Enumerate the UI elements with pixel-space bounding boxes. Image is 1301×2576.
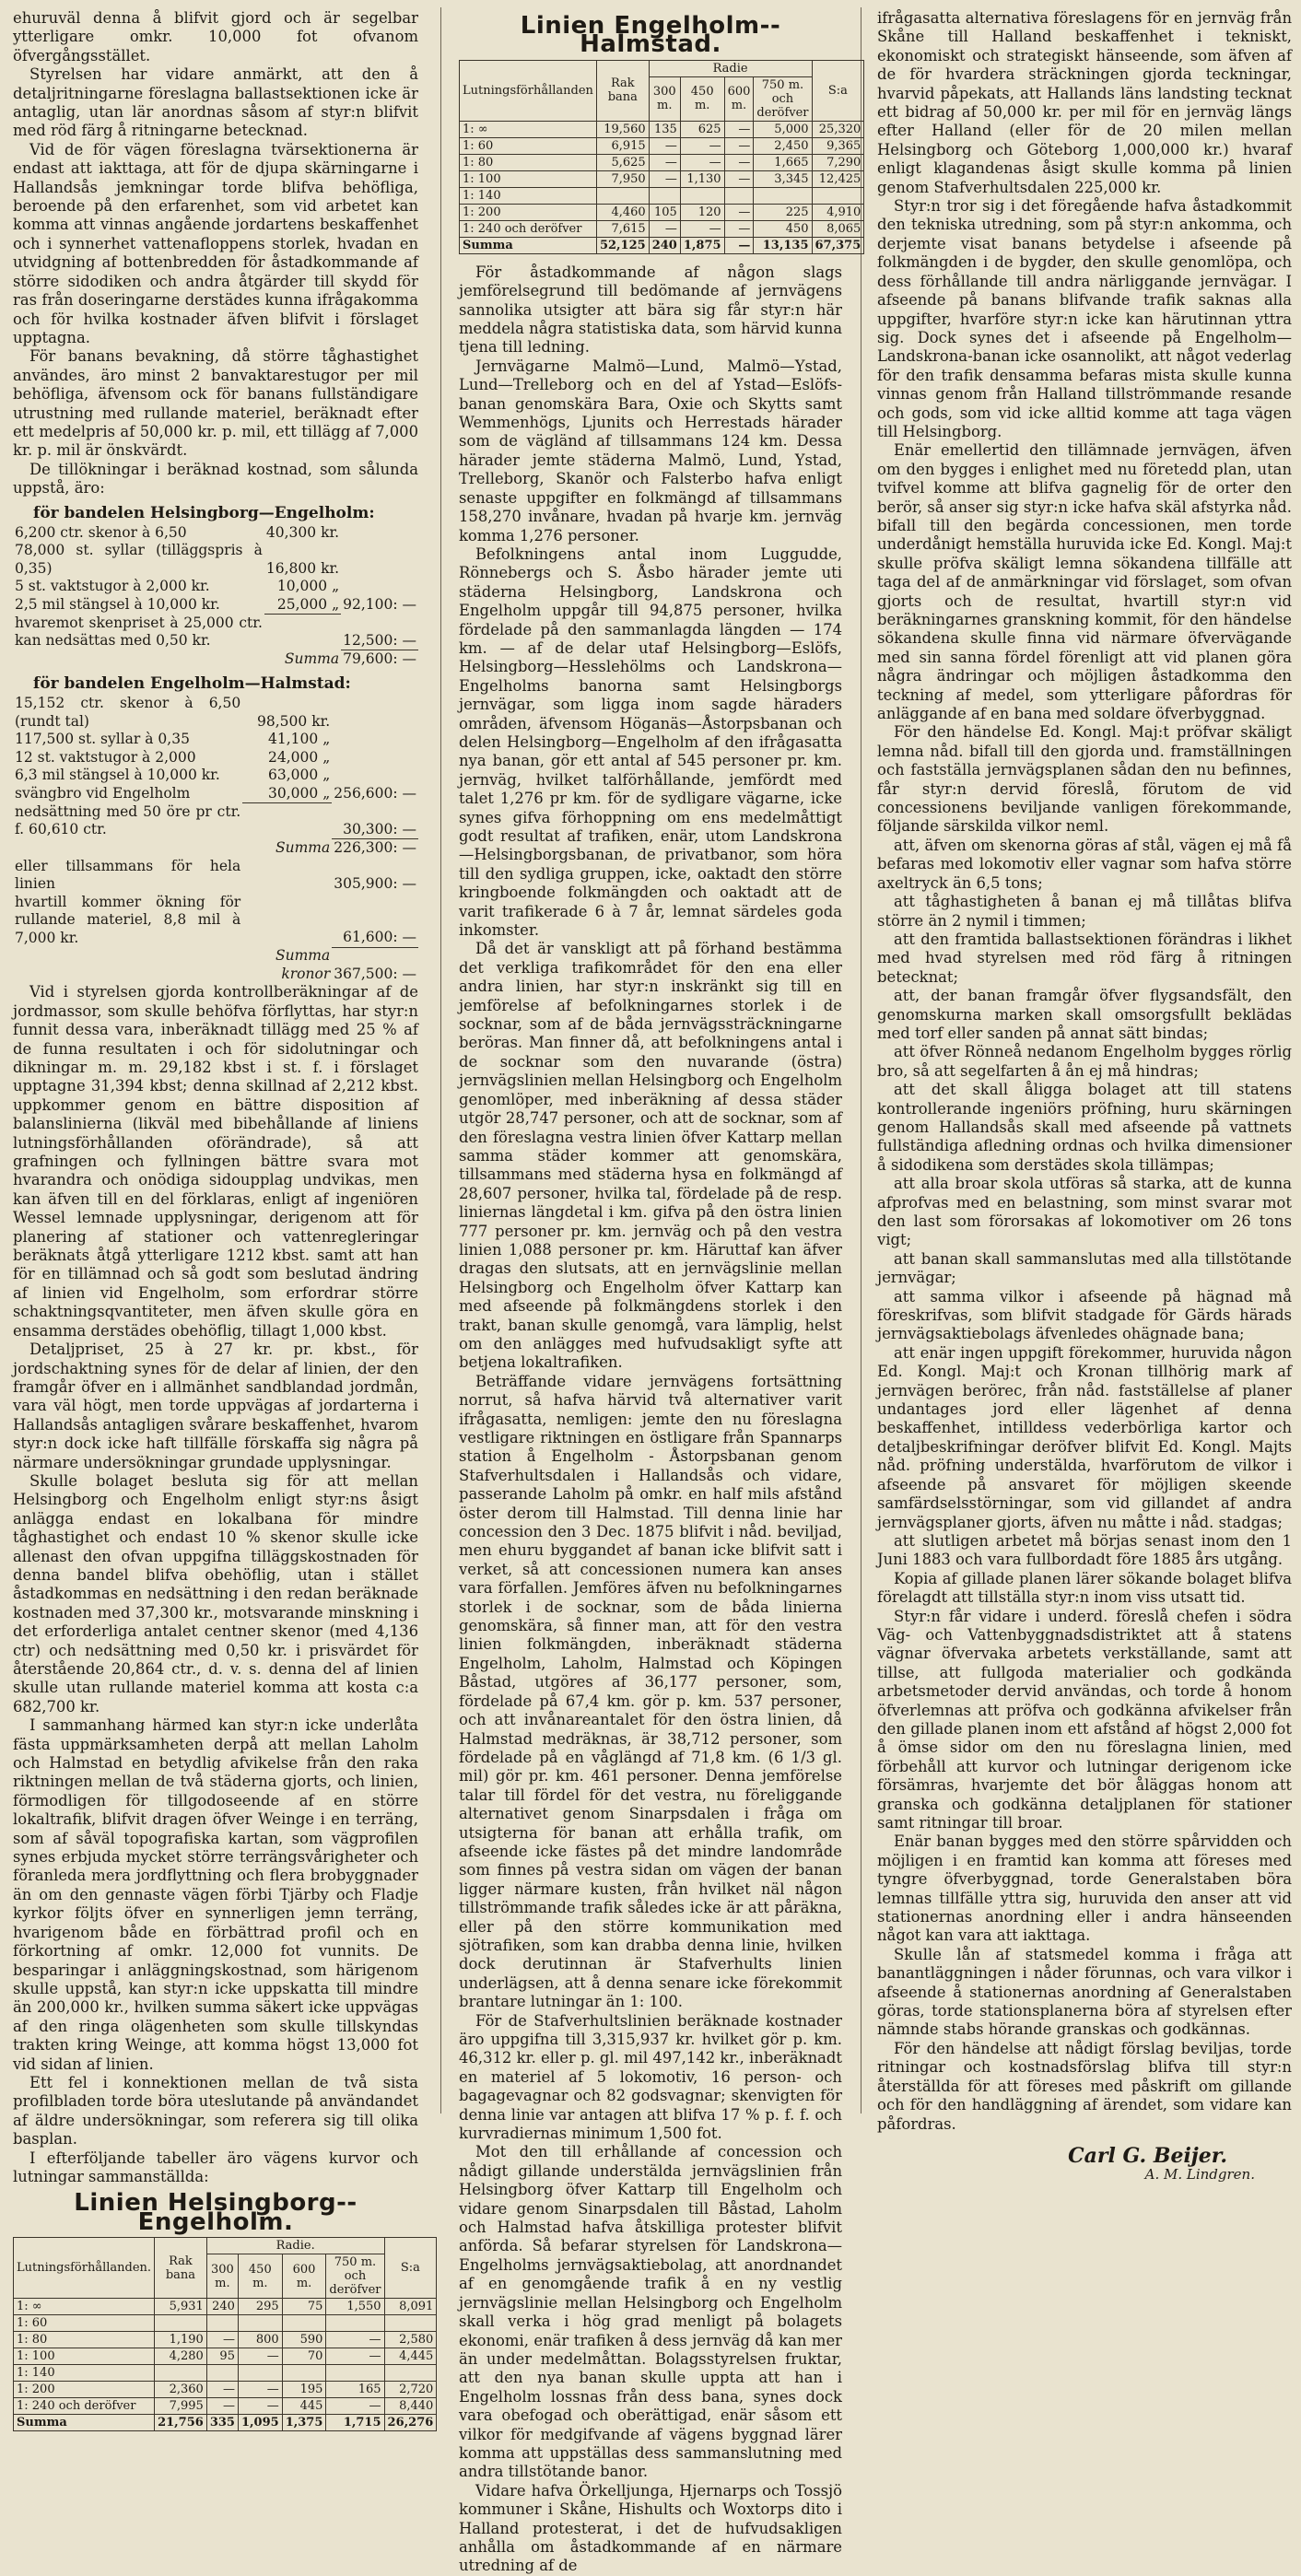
- table-body: [14, 2299, 437, 2431]
- cost-subheading: för bandelen Helsingborg—Engelholm:: [33, 503, 375, 522]
- cost-row: [13, 947, 418, 983]
- gradient-cell: 1: 240 och deröfver: [14, 2398, 155, 2415]
- cost-item: 6,3 mil stängsel à 10,000 kr.: [15, 767, 220, 784]
- value-cell: [384, 2315, 437, 2332]
- col-header: S:a: [812, 60, 864, 121]
- value-cell: 95: [206, 2348, 238, 2365]
- paragraph: Befolkningens antal inom Luggudde, Rönnebergs och S. Åsbo härader jemte uti städerna Helsingborg, Landskrona och Engelholm uppgår till 94,875 personer, hvilka fördelade på den sammanlagda längden — 174 km. — af de delar utaf Helsingborg—Eslöfs, Helsingborg—Hesslehölms och Landskrona—Engelholms banorna samt Helsingborgs jernvägar, som ligga inom sagde häraders områden, äfvensom Höganäs—Åstorpsbanan och delen Helsingborg—Engelholm af den ifrågasatta nya banan, gör ett antal af 545 personer pr. km. jernväg, hvilket talförhållande, jemfördt med talet 1,276 pr km. för de sydligare vägarne, icke synes gifva förhoppning om ens medelmåttigt godt resultat af trafiken, enär, utom Landskrona—Helsingborgsbanan, de privatbanor, som höra till den sydliga gruppen, icke, oaktadt den större kringboende folkmängden och oaktadt att de varit trafikerade 6 à 7 år, lemnat särdeles goda inkomster.: [459, 544, 842, 940]
- value-cell: —: [326, 2398, 384, 2415]
- value-cell: 240: [206, 2299, 238, 2315]
- cost-sum-label: Summa kronor: [275, 947, 331, 982]
- cost-total: [332, 749, 418, 767]
- curve-table-helsingborg-engelholm: [13, 2237, 437, 2431]
- value-cell: [206, 2315, 238, 2332]
- cost-total: 226,300: —: [334, 839, 416, 857]
- cost-item: 6,200 ctr. skenor à 6,50: [15, 523, 187, 541]
- condition-item: att banan skall sammanslutas med alla tillstötande jernvägar;: [877, 1249, 1292, 1287]
- cost-item: 12 st. vaktstugor à 2,000: [15, 748, 196, 766]
- cost-item: hvartill kommer ökning för rullande materiel, 8,8 mil à 7,000 kr.: [15, 893, 241, 946]
- value-cell: [754, 187, 812, 204]
- value-cell: 450: [754, 220, 812, 237]
- cost-sum-label: Summa: [284, 650, 340, 668]
- sum-cell: 13,135: [754, 237, 812, 253]
- value-cell: 590: [282, 2332, 326, 2348]
- condition-item: att det skall åligga bolaget att till statens kontrollerande ingeniörs pröfning, huru skärningen genom Hallandsås skall med afseende på vattnets fullständiga afledning ordnas och hvilka dimensioner å sidodikena som derstädes skola tillämpas;: [877, 1081, 1292, 1174]
- gradient-cell: 1: 140: [14, 2365, 155, 2382]
- value-cell: 12,425: [812, 170, 864, 187]
- paragraph: Styr:n tror sig i det föregående hafva åstadkommit den tekniska utredning, som på styr:n ankomma, och derjemte visat banans betydelse i afseende på folkmängden i de bygder, den skulle genomlöpa, och dess förhållande till andra närliggande jernvägar. I afseende på banans blifvande trafik saknas alla uppgifter, hvarföre styr:n icke kan härutinnan yttra sig. Dock synes det i afseende på Engelholm—Landskrona-banan icke osannolikt, att något vederlag för den trafik densamma befaras mista skulle kunna vinnas genom från Halland tillströmmande resande och gods, som vid icke alltid komme att taga vägen till Helsingborg.: [877, 197, 1292, 440]
- value-cell: [680, 187, 724, 204]
- value-cell: 2,580: [384, 2332, 437, 2348]
- condition-item: att, äfven om skenorna göras af stål, vägen ej må få befaras med lokomotiv eller vagnar som hafva större axeltryck än 6,5 tons;: [877, 836, 1292, 892]
- value-cell: —: [238, 2382, 282, 2398]
- table-row: [14, 2382, 437, 2398]
- value-cell: 135: [649, 121, 680, 137]
- value-cell: 625: [680, 121, 724, 137]
- value-cell: 1,190: [155, 2332, 207, 2348]
- cost-row: [13, 542, 418, 578]
- table-row: [460, 154, 864, 170]
- sum-cell: 67,375: [812, 237, 864, 253]
- cost-total: 79,600: —: [343, 650, 416, 668]
- value-cell: 225: [754, 204, 812, 220]
- cost-sum-label: Summa: [275, 839, 331, 857]
- paragraph: För de Stafverhultslinien beräknade kostnader äro uppgifna till 3,315,937 kr. hvilket gör p. km. 46,312 kr. eller p. gl. mil 497,142 kr., inberäknadt en materiel af 5 lokomotiv, 16 person- och bagagevagnar och 82 godsvagnar; skenvigten för denna linie var antagen att blifva 17 % p. f. f. och kurvradiernas minimum 1,500 fot.: [459, 2011, 842, 2143]
- gradient-cell: 1: 200: [460, 204, 597, 220]
- cost-amount: 98,500 kr.: [257, 712, 331, 730]
- value-cell: 25,320: [812, 121, 864, 137]
- paragraph: Skulle lån af statsmedel komma i fråga att banantläggningen i nåder förunnas, och vara vilkor i afseende å stationernas anordning af Generalstaben göras, torde stationsplanerna böra af styrelsen efter nämnde stabs hörande granskas och godkännas.: [877, 1945, 1292, 2039]
- col-header: Lutningsförhållanden: [460, 60, 597, 121]
- value-cell: 5,000: [754, 121, 812, 137]
- col-header: Rak bana: [155, 2238, 207, 2299]
- sum-label: Summa: [460, 237, 597, 253]
- value-cell: —: [724, 220, 754, 237]
- cost-row: [13, 767, 418, 785]
- cost-row: [13, 578, 418, 596]
- cost-amount: [242, 803, 332, 839]
- cost-item: svängbro vid Engelholm: [15, 785, 191, 802]
- value-cell: [384, 2365, 437, 2382]
- value-cell: 9,365: [812, 137, 864, 154]
- cost-amount: [242, 894, 332, 948]
- cost-total: 256,600: —: [334, 785, 416, 802]
- cost-item: hvaremot skenpriset à 25,000 ctr. kan nedsättas med 0,50 kr.: [15, 614, 263, 650]
- cost-amount: 24,000 „: [268, 748, 331, 766]
- value-cell: 8,440: [384, 2398, 437, 2415]
- sum-cell: 21,756: [155, 2415, 207, 2431]
- value-cell: [238, 2365, 282, 2382]
- paragraph: Ett fel i konnektionen mellan de två sista profilbladen torde böra uteslutande på användandet af äldre undersökningar, som refererа sig till olika basplan.: [13, 2073, 418, 2149]
- value-cell: —: [206, 2382, 238, 2398]
- table-row: [14, 2348, 437, 2365]
- cost-total: 30,300: —: [332, 803, 418, 839]
- cost-amount: 40,300 kr.: [265, 523, 340, 541]
- value-cell: 7,290: [812, 154, 864, 170]
- value-cell: 3,345: [754, 170, 812, 187]
- curve-table-engelholm-halmstad: [459, 60, 864, 254]
- table-row: [14, 2365, 437, 2382]
- cost-amount: 10,000 „: [276, 578, 340, 595]
- paragraph: Vidare hafva Örkelljunga, Hjernarps och Tossjö kommuner i Skåne, Hishults och Woxtorps dito i Halland protesterat, i det de hufvudsakligen anhålla om åstadkommande af en närmare utredning af de: [459, 2481, 842, 2575]
- condition-item: att öfver Rönneå nedanom Engelholm bygges rörlig bro, så att segelfarten å ån ej må hindras;: [877, 1043, 1292, 1080]
- cost-row: [13, 894, 418, 948]
- col-header: 450 m.: [238, 2254, 282, 2299]
- paragraph: Då det är vanskligt att på förhand bestämma det verkliga trafikområdet för den ena eller andra linien, har styr:n inskränkt sig till en jemförelse af befolkningarnes storlek i de socknar, som af de båda jernvägssträckningarne beröras. Man finner då, att befolkningens antal i de socknar som den nuvarande (östra) jernvägslinien mellan Helsingborg och Engelholm genomlöper, med inberäkning af dessa städer utgör 28,747 personer, och att de socknar, som af den föreslagna vestra linien öfver Kattarp mellan samma städer kommer att genomskära, tillsammans med städerna hysa en folkmängd af 28,607 personer, hvilka tal, fördelade på de resp. liniernas längdetal i km. gifva på den östra linien 777 personer pr. km. jernväg och på den vestra linien 1,088 personer pr. km. Häruttaf kan äfver dragas den slutsats, att en jernvägslinie mellan Helsingborg och Engelholm öfver Kattarp kan med afseende på folkmängdens storlek i den trakt, banan skulle genomgå, vara lämplig, helst om den anlägges med hufvudsakligt syfte att betjena lokaltrafiken.: [459, 940, 842, 1372]
- value-cell: [326, 2315, 384, 2332]
- value-cell: [155, 2315, 207, 2332]
- value-cell: 19,560: [596, 121, 649, 137]
- signature-lindgren: A. M. Lindgren.: [1144, 2166, 1255, 2184]
- column-rule: [440, 7, 441, 2113]
- value-cell: —: [326, 2348, 384, 2365]
- paragraph: I efterföljande tabeller äro vägens kurvor och lutningar sammanställda:: [13, 2149, 418, 2185]
- condition-item: att enär ingen uppgift förekommer, huruvida någon Ed. Kongl. Maj:t och Kronan tillhörig mark af jernvägen berörес, från nåd. fastställelse af planer undantages jord eller lägenhet af denna beskaffenhet, intilldess vederbörliga kartor och detaljbeskrifningar deröfver blifvit Ed. Kongl. Majts nåd. pröfning understälda, hvarförutom de vilkor i afseende på ansvaret för möjligen skeende samfärdselsstörningar, som vid gillandet af andra jernvägsplaner gjorts, äfven nu måtte i nåd. stadgas;: [877, 1343, 1292, 1531]
- col-header: 750 m. och deröfver: [754, 76, 812, 121]
- cost-total: [332, 731, 418, 749]
- col-header: S:a: [384, 2238, 437, 2299]
- condition-item: att tåghastigheten å banan ej må tillåtas blifva större än 2 nymil i timmen;: [877, 893, 1292, 930]
- gradient-cell: 1: 240 och deröfver: [460, 220, 597, 237]
- cost-item: 2,5 mil stängsel à 10,000 kr.: [15, 596, 220, 614]
- cost-total: 92,100: —: [343, 596, 416, 614]
- value-cell: —: [724, 121, 754, 137]
- table-row: [14, 2332, 437, 2348]
- value-cell: 70: [282, 2348, 326, 2365]
- paragraph: Detaljpriset, 25 à 27 kr. pr. kbst., för jordschaktning synes för de delar af linien, der den framgår öfver en i allmänhet sandblandad jordmån, vara väl högt, men torde uppvägas af jordarterna i Hallandsås antagligen svårare beskaffenhet, hvarom styr:n dock icke haft tillfälle förskaffa sig några på närmare undersökningar grundade upplysningar.: [13, 1341, 418, 1471]
- gradient-cell: 1: 80: [14, 2332, 155, 2348]
- value-cell: 8,065: [812, 220, 864, 237]
- value-cell: 6,915: [596, 137, 649, 154]
- cost-item: [13, 650, 264, 669]
- value-cell: —: [724, 137, 754, 154]
- conditions-list: [877, 837, 1292, 1570]
- paragraph: Vid de för vägen föreslagna tvärsektionerna är endast att iakttaga, att för de djupa skärningarne i Hallandsås jemkningar torde blifva behöfliga, beroende på den erfarenhet, som vid arbetet kan komma att vinnas angående jordartens beskaffenhet och i synnerhet vattenafloppens storlek, hvadan en utvidgning af bottenbredden för åstadkommande af större sidodiken och andra åtgärder till skydd för ras från doseringarne derstädes kunna ifrågakomma och för hvilka kostnader äfven blifvit i förslaget upptagna.: [13, 140, 418, 346]
- value-cell: —: [649, 137, 680, 154]
- col-header: 600 m.: [724, 76, 754, 121]
- cost-amount: [242, 858, 332, 894]
- sum-cell: 1,095: [238, 2415, 282, 2431]
- col-header: 750 m. och deröfver: [326, 2254, 384, 2299]
- value-cell: —: [724, 204, 754, 220]
- value-cell: 75: [282, 2299, 326, 2315]
- cost-row: [13, 650, 418, 669]
- table-row: [460, 170, 864, 187]
- gradient-cell: 1: 200: [14, 2382, 155, 2398]
- cost-row: [13, 749, 418, 767]
- col-header: Radie.: [206, 2238, 384, 2254]
- paragraph: I sammanhang härmed kan styr:n icke underlåta fästa uppmärksamheten derpå att mellan Laholm och Halmstad en betydlig afvikelse från den raka riktningen mellan de två städerna gjorts, och linien, förmodligen för tillgodoseende af en större lokaltrafik, blifvit dragen öfver Weinge i en terräng, som af såväl topografiska kartan, som vägprofilen synes erbjuda mycket större terrängsvårigheter och föranleda mera jordflyttning och flera brobyggnader än om den gennaste vägen förbi Tjärby och Fladje kyrkor följts öfver en synnerligen jemn terräng, hvarigenom både en förbättrad profil och en förkortning af omkr. 12,000 fot vunnits. De besparingar i anläggningskostnad, som härigenom skulle uppstå, kan styr:n icke uppskatta till mindre än 200,000 kr., hvilken summa säkert icke uppvägas af den ringa olägenheten som skulle tillskyndas trakten kring Weinge, att komma högst 13,000 fot vid sidan af linien.: [13, 1716, 418, 2073]
- value-cell: [596, 187, 649, 204]
- paragraph: De tillökningar i beräknad kostnad, som sålunda uppstå, äro:: [13, 460, 418, 498]
- sum-cell: 1,875: [680, 237, 724, 253]
- cost-total: [332, 767, 418, 785]
- paragraph: Styr:n får vidare i underd. föreslå chefen i södra Väg- och Vattenbyggnadsdistriktet att å statens vägnar öfvervaka arbetets verkställande, samt att tillse, att fullgoda materialier och godkända arbetsmetoder dervid användas, och torde å honom öfverlemnas att pröfva och godkänna afvikelser från den gillade planen inom ett afstånd af högst 2,000 fot å ömse sidor om den nu föreslagna linien, med förbehåll att kurvor och lutningar derigenom icke försämras, hvarjemte det bör åläggas honom att granska och godkänna detaljplanen för stationer samt ritningar till broar.: [877, 1607, 1292, 1832]
- value-cell: —: [724, 154, 754, 170]
- value-cell: 2,450: [754, 137, 812, 154]
- value-cell: —: [649, 220, 680, 237]
- paragraph: För åstadkommande af någon slags jemförelsegrund till bedömande af jernvägens sannolika utsigter att bära sig får styr:n här meddela några statistiska data, som härvid kunna tjena till ledning.: [459, 263, 842, 357]
- cost-total: 367,500: —: [334, 965, 416, 982]
- condition-item: att slutligen arbetet må börjas senast inom den 1 Juni 1883 och vara fullbordadt före 1885 års utgång.: [877, 1531, 1292, 1569]
- value-cell: 1,550: [326, 2299, 384, 2315]
- condition-item: att samma vilkor i afseende på hägnad må föreskrifvas, som blifvit stadgade för Gärds härads jernvägsaktiebolags äfvenledes ohägnade bana;: [877, 1287, 1292, 1343]
- sum-cell: 1,715: [326, 2415, 384, 2431]
- value-cell: [724, 187, 754, 204]
- cost-total: [341, 524, 418, 543]
- table-row: [460, 187, 864, 204]
- paragraph: ehuruväl denna å blifvit gjord och är segelbar ytterligare omkr. 10,000 fot ofvanom öfvergångsstället.: [13, 9, 418, 64]
- condition-item: att alla broar skola utföras så starka, att de kunna afprofvas med en belastning, som minst svarar mot den last som förorsakas af lokomotiver om 26 tons vigt;: [877, 1175, 1292, 1249]
- cost-row: [13, 858, 418, 894]
- cost-table-helsingborg: [13, 524, 418, 669]
- cost-item: eller tillsammans för hela linien: [15, 857, 241, 893]
- gradient-cell: 1: ∞: [14, 2299, 155, 2315]
- table-row: [460, 204, 864, 220]
- column-middle: [459, 9, 861, 2575]
- col-header: Lutningsförhållanden.: [14, 2238, 155, 2299]
- paragraph: Jernvägarne Malmö—Lund, Malmö—Ystad, Lund—Trelleborg och en del af Ystad—Eslöfs-banan genomskära Bara, Oxie och Skytts samt Wemmenhögs, Ljunits och Herrestads härader som de vägländ af tillsammans 124 km. Dessa härader jemte städerna Malmö, Lund, Ystad, Trelleborg, Skanör och Falsterbo hafva enligt senaste uppgifter en folkmängd af tillsammans 158,270 invånare, hvadan på hvarje km. jernväg komma 1,276 personer.: [459, 357, 842, 544]
- value-cell: 4,280: [155, 2348, 207, 2365]
- sum-cell: 335: [206, 2415, 238, 2431]
- value-cell: —: [326, 2332, 384, 2348]
- cost-total: [332, 695, 418, 731]
- paragraph: För den händelse Ed. Kongl. Maj:t pröfvar skäligt lemna nåd. bifall till den gjorda und. framställningen och fastställa jernvägsplanen sådan den nu befinnes, får styr:n dervid föreslå, förutom de vid concessionens beviljande vanligen förekommande, följande särskilda vilkor neml.: [877, 723, 1292, 836]
- sum-cell: 52,125: [596, 237, 649, 253]
- value-cell: 4,910: [812, 204, 864, 220]
- cost-row: [13, 615, 418, 650]
- cost-item: 15,152 ctr. skenor à 6,50 (rundt tal): [15, 695, 241, 730]
- cost-amount: 25,000 „: [264, 596, 341, 615]
- value-cell: —: [238, 2348, 282, 2365]
- paragraph: ifrågasatta alternativa föreslagens för en jernväg från Skåne till Halland beskaffenhet i tekniskt, ekonomiskt och strategiskt hänseende, som äfven af de för hvardera sträckningen gjorda teckningar, hvarvid påpekats, att Hallands läns landsting tecknat ett bidrag af 50,000 kr. per mil för en jernväg längs efter Halland (eller för de 20 milen mellan Helsingborg och Göteborg 1,000,000 kr.) hvaraf enligt klagandenas åsigt skulle komma på linien genom Stafverhultsdalen 225,000 kr.: [877, 9, 1292, 196]
- value-cell: 120: [680, 204, 724, 220]
- cost-row: [13, 695, 418, 731]
- value-cell: [326, 2365, 384, 2382]
- cost-amount: 63,000 „: [268, 767, 331, 784]
- col-header: Rak bana: [596, 60, 649, 121]
- value-cell: [238, 2315, 282, 2332]
- cost-total: 305,900: —: [334, 875, 416, 893]
- table-heading: Linien Engelholm--Halmstad.: [520, 12, 781, 59]
- cost-row: [13, 785, 418, 803]
- cost-row: [13, 524, 418, 543]
- value-cell: [282, 2315, 326, 2332]
- gradient-cell: 1: 100: [14, 2348, 155, 2365]
- value-cell: 2,360: [155, 2382, 207, 2398]
- cost-row: [13, 731, 418, 749]
- cost-item: 5 st. vaktstugor à 2,000 kr.: [15, 578, 210, 595]
- value-cell: —: [680, 137, 724, 154]
- value-cell: 7,950: [596, 170, 649, 187]
- table-body: [460, 121, 864, 253]
- cost-subheading: för bandelen Engelholm—Halmstad:: [33, 673, 351, 693]
- value-cell: —: [206, 2398, 238, 2415]
- col-header: 300 m.: [649, 76, 680, 121]
- col-header: 300 m.: [206, 2254, 238, 2299]
- cost-item: 117,500 st. syllar à 0,35: [15, 731, 190, 748]
- cost-amount: 16,800 kr.: [265, 559, 340, 577]
- col-header: 600 m.: [282, 2254, 326, 2299]
- column-right: [877, 9, 1292, 2184]
- cost-amount: 30,000 „: [242, 785, 332, 803]
- cost-item: [13, 947, 242, 983]
- value-cell: —: [680, 154, 724, 170]
- sum-cell: —: [724, 237, 754, 253]
- table-heading: Linien Helsingborg--Engelholm.: [74, 2189, 357, 2236]
- sum-cell: 1,375: [282, 2415, 326, 2431]
- paragraph: Beträffande vidare jernvägens fortsättning norrut, så hafva härvid två alternativer varit ifrågasatta, nemligen: jemte den nu föreslagna vestligare riktningen en östligare från Spannarps station å Engelholm - Åstorpsbanan genom Stafverhultsdalen i Hallandsås och vidare, passerande Laholm på omkr. en half mils afstånd öster derom till Halmstad. Till denna linie har concession den 3 Dec. 1875 blifvit i nåd. beviljad, men ehuru byggandet af banan icke blifvit satt i verket, så att concessionen numera kan anses vara förfallen. Jemföres äfven nu befolkningarnes storlek i de socknar, som de båda linierna genomskära, så finner man, att för den vestra linien folkmängden, inberäknadt städerna Engelholm, Laholm, Halmstad och Köpingen Båstad, utgöres af 36,177 personer, som, fördelade på 67,4 km. gör p. km. 537 personer, och att invånareantalet för den östra linien, då Halmstad medräknas, är 38,712 personer, som fördelade på en våglängd af 71,8 km. (6 1/3 gl. mil) gör pr. km. 461 personer. Denna jemförelse talar till fördel för det vestra, nu föreliggande alternativet genom Sinarpsdalen i fråga om utsigterna för banan att erhålla trafik, om afseende icke fästes på det mindre landområde som finnes på vestra sidan om vägen der banan ligger närmare kusten, från hvilket näl någon tillströmmande trafik således icke är att påräkna, eller på den större kommunikation med sjötrafiken, som kan drabba denna linie, hvilken dock derutinnan är Stafverhults linien underlägsen, att å denna senare icke förekommit brantare lutningar än 1: 100.: [459, 1372, 842, 2011]
- cost-amount: [264, 615, 341, 650]
- cost-total: [341, 542, 418, 578]
- cost-item: [13, 839, 242, 858]
- cost-row: [13, 596, 418, 615]
- paragraph: Enär banan bygges med den större spårvidden och möjligen i en framtid kan komma att föreses med tyngre öfverbyggnad, torde Generalstaben böra lemnas tillfälle yttra sig, huruvida den anser att vid stationernas anordning eller i andra hänseenden något kan vara att iakttaga.: [877, 1832, 1292, 1945]
- paragraph: Vid i styrelsen gjorda kontrollberäkningar af de jordmassor, som skulle behöfva förflyttas, har styr:n funnit dessa vara, inberäknadt tillägg med 25 % af de funna resultaten i och för sidolutningar och dikningar m. m. 29,182 kbst i st. f. i förslaget upptagne 31,394 kbst; denna skillnad af 2,212 kbst. uppkommer genom en bättre disposition af balanslinierna (likväl med bibehållande af liniens lutningsförhållanden oförändrade), så att grafningen och fyllningen bättre svara mot hvarandra och onödiga sidoupplag undvikas, men kan äfven till en del förklaras, enligt af ingeniören Wessel lemnade upplysningar, derigenom att för planering af stationer och vattenregleringar beräknats åtgå ytterligare 1212 kbst. samt att han för en tillämnad och så godt som beslutad ändring af linien vid Engelholm, som erfordrar större schaktningsqvantiteter, men äfven skulle göra en ensamma derstädes obehöflig, tillagt 1,000 kbst.: [13, 983, 418, 1340]
- value-cell: 800: [238, 2332, 282, 2348]
- value-cell: 1,665: [754, 154, 812, 170]
- value-cell: [282, 2365, 326, 2382]
- value-cell: —: [649, 154, 680, 170]
- value-cell: 7,995: [155, 2398, 207, 2415]
- cost-table-engelholm: [13, 695, 418, 983]
- value-cell: 7,615: [596, 220, 649, 237]
- sum-row: [14, 2415, 437, 2431]
- signature-beijer: Carl G. Beijer.: [1068, 2143, 1227, 2168]
- value-cell: 445: [282, 2398, 326, 2415]
- value-cell: 105: [649, 204, 680, 220]
- table-row: [460, 137, 864, 154]
- value-cell: 5,625: [596, 154, 649, 170]
- value-cell: [155, 2365, 207, 2382]
- value-cell: 5,931: [155, 2299, 207, 2315]
- value-cell: —: [238, 2398, 282, 2415]
- paragraph: Styrelsen har vidare anmärkt, att den å detaljritningarne föreslagna ballastsektionen icke är antaglig, utan lär anordnas såsom af styr:n blifvit med röd färg å ritningarne betecknad.: [13, 65, 418, 140]
- value-cell: —: [649, 170, 680, 187]
- table-row: [14, 2299, 437, 2315]
- cost-total: 61,600: —: [332, 894, 418, 948]
- value-cell: [649, 187, 680, 204]
- value-cell: 165: [326, 2382, 384, 2398]
- sum-cell: 240: [649, 237, 680, 253]
- paragraph: För banans bevakning, då större tåghastighet användes, äro minst 2 banvaktarestugor per mil behöfliga, äfvensom ock för banans fullständigare utrustning med rullande materiel, beräknadt efter ett medelpris af 50,000 kr. p. mil, ett tillägg af 7,000 kr. p. mil är önskvärdt.: [13, 347, 418, 460]
- gradient-cell: 1: 60: [460, 137, 597, 154]
- sum-label: Summa: [14, 2415, 155, 2431]
- value-cell: 4,460: [596, 204, 649, 220]
- sum-cell: 26,276: [384, 2415, 437, 2431]
- sum-row: [460, 237, 864, 253]
- value-cell: 4,445: [384, 2348, 437, 2365]
- cost-total: 12,500: —: [341, 615, 418, 650]
- paragraph: Skulle bolaget besluta sig för att mellan Helsingborg och Engelholm enligt styr:ns åsigt anlägga endast en lokalbana för mindre tåghastighet och endast 10 % skenor skulle icke allenast den ofvan uppgifna tilläggskostnaden för denna bandel blifva obehöflig, utan i stället åstadkommas en nedsättning i den redan beräknade kostnaden med 37,300 kr., motsvarande minskning i det erforderliga antalet centner skenor (med 4,136 ctr) och nedsättning med 0,50 kr. i prisvärdet för återstående 20,864 ctr., d. v. s. denna del af linien skulle utan rullande materiel komma att kosta c:a 682,700 kr.: [13, 1471, 418, 1715]
- gradient-cell: 1: 60: [14, 2315, 155, 2332]
- value-cell: 1,130: [680, 170, 724, 187]
- cost-row: [13, 839, 418, 858]
- value-cell: 195: [282, 2382, 326, 2398]
- value-cell: [206, 2365, 238, 2382]
- value-cell: —: [724, 170, 754, 187]
- gradient-cell: 1: 80: [460, 154, 597, 170]
- gradient-cell: 1: 140: [460, 187, 597, 204]
- cost-item: 78,000 st. syllar (tilläggspris à 0,35): [15, 542, 263, 577]
- cost-item: nedsättning med 50 öre pr ctr. f. 60,610 ctr.: [15, 802, 241, 838]
- value-cell: —: [680, 220, 724, 237]
- value-cell: [812, 187, 864, 204]
- paragraph: Mot den till erhållande af concession och nådigt gillande understälda jernvägslinien från Helsingborg öfver Kattarp till Engelholm och vidare genom Sinarpsdalen till Båstad, Laholm och Halmstad hafva åtskilliga protester blifvit anförda. Så befarar styrelsen för Landskrona—Engelholms jernvägsaktiebolag, att anordnandet af en genomgående trafik å en ny vestlig jernvägslinie mellan Helsingborg och Engelholm skall verka i hög grad menligt på bolagets ekonomi, enär trafiken å dess jernväg då kan mer än under medelmåttan. Bolagsstyrelsen fruktar, att den nya banan skulle uppta att han i Engelholm lossnas från dess bana, synes dock vara obefogad och oberättigad, enär såsom ett vilkor för medgifvande af vägens byggnad lärer komma att uppställas dess sammanslutning med andra tillstötande banor.: [459, 2143, 842, 2481]
- paragraph: För den händelse att nådigt förslag beviljas, torde ritningar och kostnadsförslag blifva till styr:n återställda för att föreses med påskrift om gillande och för den handläggning af ärendet, som vidare kan påfordras.: [877, 2039, 1292, 2133]
- value-cell: 295: [238, 2299, 282, 2315]
- value-cell: 8,091: [384, 2299, 437, 2315]
- column-left: [13, 9, 434, 2430]
- col-header: Radie: [649, 60, 812, 76]
- condition-item: att den framtida ballastsektionen förändras i likhet med hvad styrelsen med röd färg å ritningen betecknat;: [877, 930, 1292, 986]
- cost-total: [341, 578, 418, 596]
- table-row: [460, 121, 864, 137]
- paragraph: Enär emellertid den tillämnade jernvägen, äfven om den bygges i enlighet med nu företedd plan, utan tvifvel komme att blifva gagnelig för de orter den berör, så anser sig styr:n icke hafva skäl afstyrka nåd. bifall till den begärda concessionen, men torde underdånigt hemställa huruvida icke Ed. Kongl. Maj:t skulle pröfva skäligt lemna sökandena tillfälle att taga del af de anmärkningar vid förslaget, som ofvan gjorts och de resultat, hvartill styr:n vid beräkningarnes granskning kommit, för den händelse sökandena skulle finna vid närmare öfvervägande med sin sanna fördel förenligt att vid planen göra några ändringar och möjligen åstadkomma den teckning af medel, som ytterligare påfordras för anläggande af en bana med soldare öfverbyggnad.: [877, 441, 1292, 723]
- value-cell: 2,720: [384, 2382, 437, 2398]
- gradient-cell: 1: ∞: [460, 121, 597, 137]
- value-cell: —: [206, 2332, 238, 2348]
- table-row: [14, 2398, 437, 2415]
- gradient-cell: 1: 100: [460, 170, 597, 187]
- cost-row: [13, 803, 418, 839]
- condition-item: att, der banan framgår öfver flygsandsfält, den genomskurna marken skall omsorgsfullt beklädas med torf eller sanden på annat sätt bindas;: [877, 987, 1292, 1042]
- cost-amount: 41,100 „: [268, 731, 331, 748]
- table-row: [14, 2315, 437, 2332]
- paragraph: Kopia af gillade planen lärer sökande bolaget blifva förelagdt att tillställa styr:n inom viss utsatt tid.: [877, 1569, 1292, 1607]
- table-row: [460, 220, 864, 237]
- col-header: 450 m.: [680, 76, 724, 121]
